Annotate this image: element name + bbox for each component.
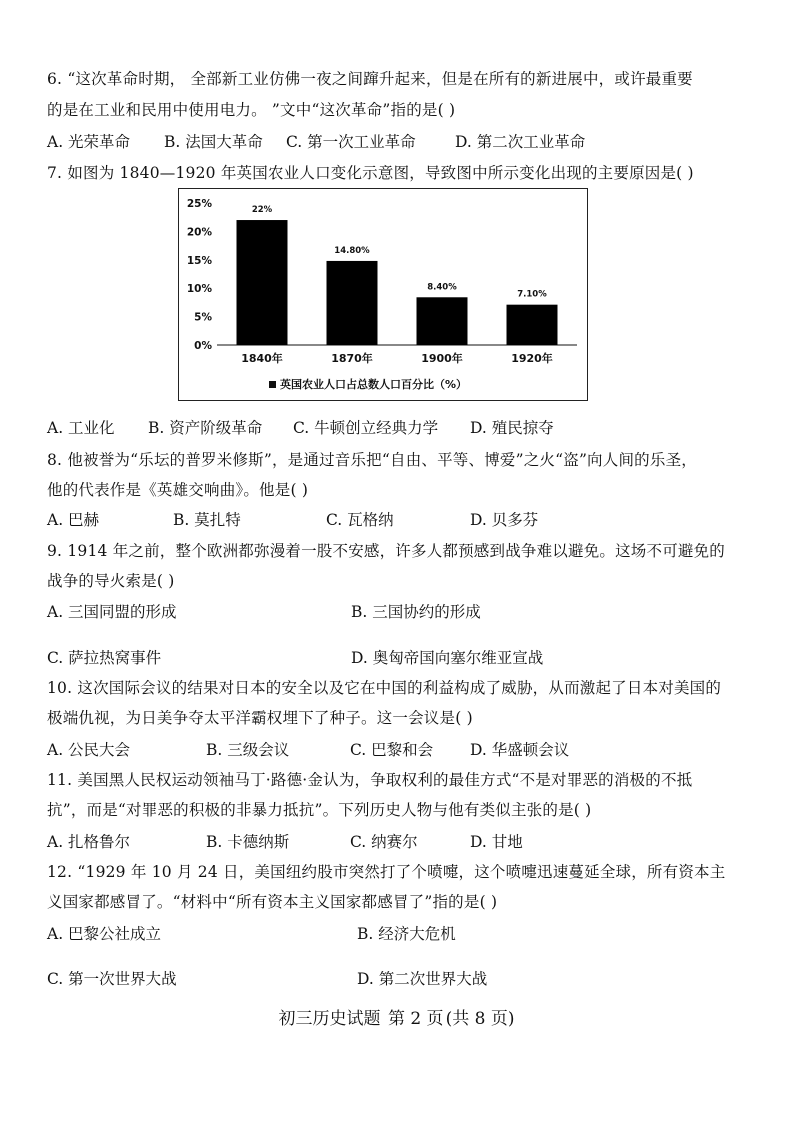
bar-1870年 bbox=[327, 261, 378, 345]
q12-stem-line2: 义国家都感冒了。“材料中“所有资本主义国家都感冒了”指的是( ) bbox=[47, 893, 498, 911]
q10-stem-line2: 极端仇视，为日美争夺太平洋霸权埋下了种子。这一会议是( ) bbox=[47, 709, 473, 727]
q8-stem-line1: 8. 他被誉为“乐坛的普罗米修斯”，是通过音乐把“自由、平等、博爱”之火“盗”向人间的乐圣， bbox=[47, 451, 697, 469]
x-tick-label: 1920年 bbox=[511, 352, 553, 365]
q6-option-a: A. 光荣革命 bbox=[47, 133, 131, 151]
bar-data-label: 8.40% bbox=[427, 282, 457, 293]
q8-option-b: B. 莫扎特 bbox=[173, 511, 241, 529]
y-tick-label: 10% bbox=[186, 283, 212, 296]
legend-swatch bbox=[269, 381, 276, 388]
q9-option-a: A. 三国同盟的形成 bbox=[47, 603, 177, 621]
y-tick-label: 25% bbox=[186, 198, 212, 210]
x-tick-label: 1870年 bbox=[331, 352, 373, 365]
q10-option-d: D. 华盛顿会议 bbox=[470, 741, 570, 759]
x-tick-label: 1840年 bbox=[241, 352, 283, 365]
q6-option-c: C. 第一次工业革命 bbox=[286, 133, 416, 151]
q8-option-a: A. 巴赫 bbox=[47, 511, 100, 529]
q11-option-b: B. 卡德纳斯 bbox=[206, 833, 290, 851]
q7-option-c: C. 牛顿创立经典力学 bbox=[293, 419, 439, 437]
bar-data-label: 22% bbox=[251, 205, 273, 216]
bar-1840年 bbox=[237, 220, 288, 345]
page-footer bbox=[0, 1008, 793, 1030]
footer-page-number: 第 2 页 bbox=[387, 1009, 444, 1029]
q11-option-c: C. 纳赛尔 bbox=[350, 833, 418, 851]
q11-stem-line2: 抗”，而是“对罪恶的积极的非暴力抵抗”。下列历史人物与他有类似主张的是( ) bbox=[47, 801, 592, 819]
q10-option-a: A. 公民大会 bbox=[47, 741, 131, 759]
q10-option-b: B. 三级会议 bbox=[206, 741, 290, 759]
q11-option-a: A. 扎格鲁尔 bbox=[47, 833, 131, 851]
q6-option-b: B. 法国大革命 bbox=[164, 133, 263, 151]
q7-option-a: A. 工业化 bbox=[47, 419, 115, 437]
q9-option-c: C. 萨拉热窝事件 bbox=[47, 649, 162, 667]
q7-option-b: B. 资产阶级革命 bbox=[148, 419, 263, 437]
q12-stem-line1: 12. “1929 年 10 月 24 日，美国纽约股市突然打了个喷嚏，这个喷嚏迅速蔓延全球，所有资本主 bbox=[47, 863, 726, 881]
bar-data-label: 14.80% bbox=[334, 245, 370, 256]
q7-stem-line1: 7. 如图为 1840—1920 年英国农业人口变化示意图，导致图中所示变化出现的主要原因是( ) bbox=[47, 164, 694, 182]
chart-canvas bbox=[179, 189, 586, 399]
q6-stem-line1: 6. “这次革命时期， 全部新工业仿佛一夜之间蹿升起来，但是在所有的新进展中，或许最重要 bbox=[47, 70, 693, 88]
y-tick-label: 20% bbox=[186, 226, 212, 239]
y-tick-label: 5% bbox=[194, 311, 212, 324]
q10-stem-line1: 10. 这次国际会议的结果对日本的安全以及它在中国的利益构成了威胁，从而激起了日本对美国的 bbox=[47, 679, 722, 697]
q12-option-c: C. 第一次世界大战 bbox=[47, 970, 177, 988]
legend-label: 英国农业人口占总数人口百分比（%） bbox=[280, 378, 468, 391]
q12-option-a: A. 巴黎公社成立 bbox=[47, 925, 162, 943]
q12-option-b: B. 经济大危机 bbox=[357, 925, 456, 943]
q6-stem-line2: 的是在工业和民用中使用电力。 ”文中“这次革命”指的是( ) bbox=[47, 101, 456, 119]
q10-option-c: C. 巴黎和会 bbox=[350, 741, 434, 759]
footer-total-pages: (共 8 页) bbox=[445, 1009, 515, 1029]
q9-option-d: D. 奥匈帝国向塞尔维亚宣战 bbox=[351, 649, 544, 667]
bar-1900年 bbox=[417, 297, 468, 345]
q8-option-c: C. 瓦格纳 bbox=[326, 511, 394, 529]
q6-option-d: D. 第二次工业革命 bbox=[455, 133, 586, 151]
q7-option-d: D. 殖民掠夺 bbox=[470, 419, 554, 437]
y-tick-label: 0% bbox=[194, 340, 212, 352]
q11-stem-line1: 11. 美国黑人民权运动领袖马丁·路德·金认为，争取权利的最佳方式“不是对罪恶的消极的不抵 bbox=[47, 771, 693, 789]
bar-data-label: 7.10% bbox=[517, 289, 547, 300]
q9-stem-line1: 9. 1914 年之前，整个欧洲都弥漫着一股不安感，许多人都预感到战争难以避免。这场不可避免的 bbox=[47, 542, 725, 560]
q8-option-d: D. 贝多芬 bbox=[470, 511, 539, 529]
y-tick-label: 15% bbox=[186, 254, 212, 267]
agriculture-population-chart bbox=[178, 188, 588, 401]
q9-option-b: B. 三国协约的形成 bbox=[351, 603, 481, 621]
q12-option-d: D. 第二次世界大战 bbox=[357, 970, 488, 988]
bar-1920年 bbox=[507, 305, 558, 345]
q11-option-d: D. 甘地 bbox=[470, 833, 523, 851]
x-tick-label: 1900年 bbox=[421, 352, 463, 365]
q9-stem-line2: 战争的导火索是( ) bbox=[47, 572, 175, 590]
footer-subject: 初三历史试题 bbox=[278, 1009, 381, 1029]
q8-stem-line2: 他的代表作是《英雄交响曲》。他是( ) bbox=[47, 481, 309, 499]
